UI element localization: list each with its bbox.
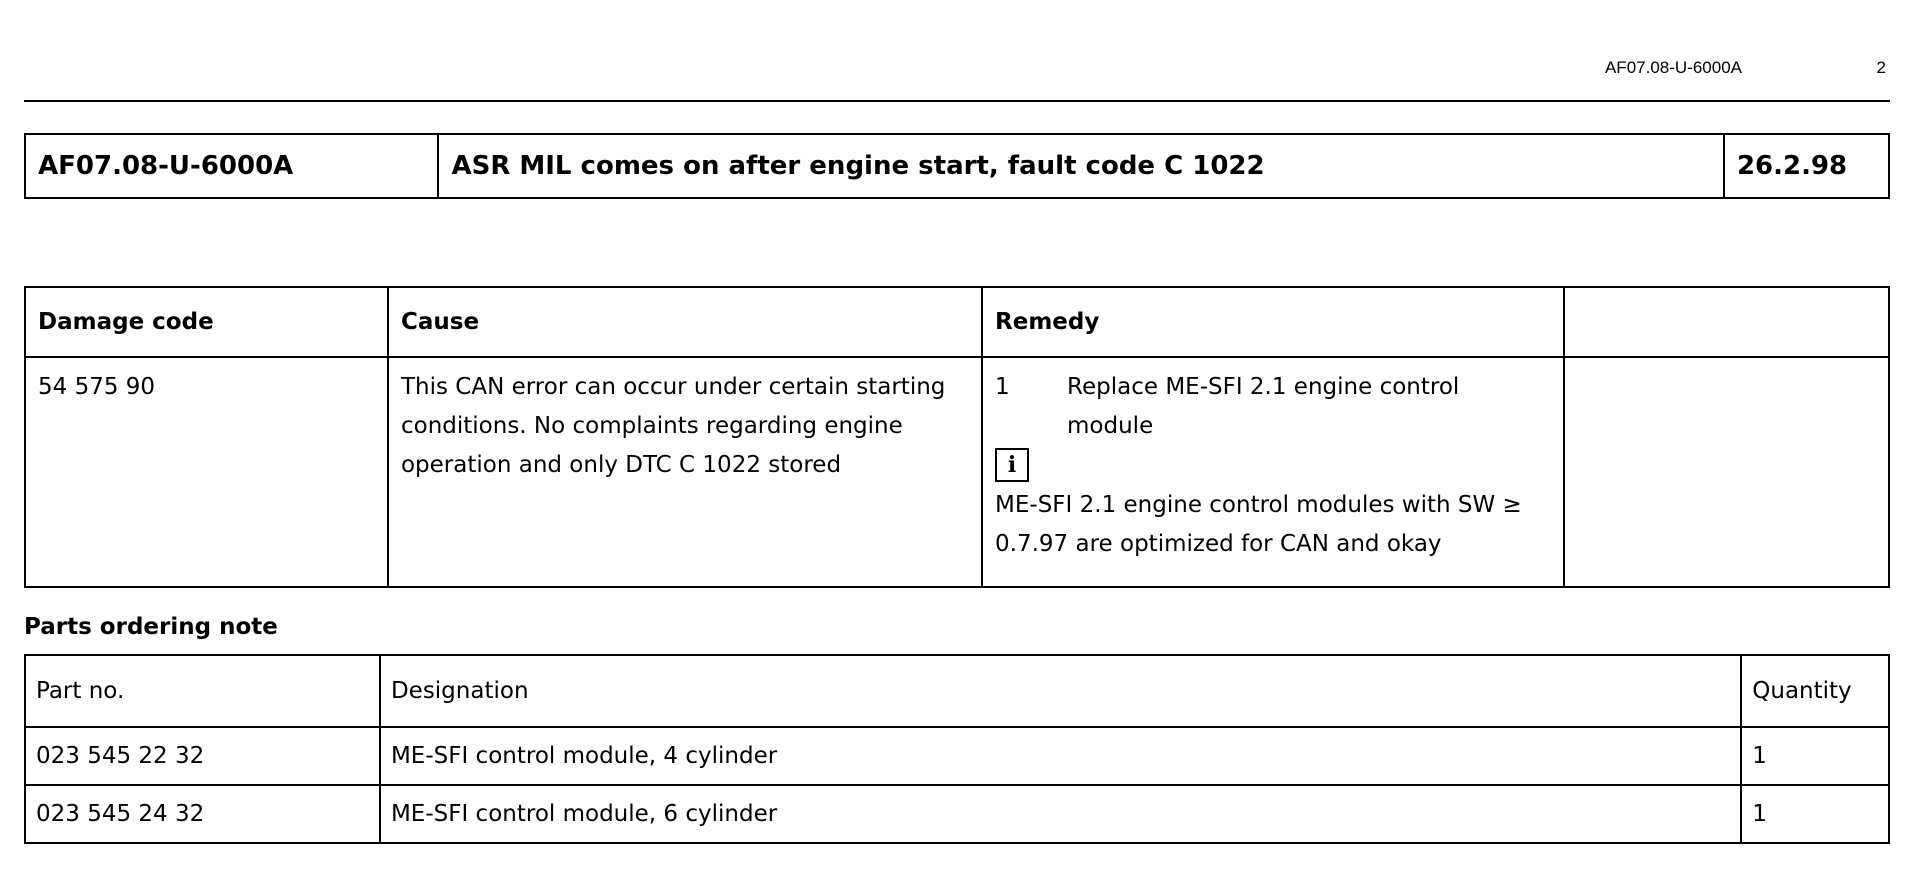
header-designation: Designation [380, 655, 1741, 727]
remedy-note: ME-SFI 2.1 engine control modules with SW ≥ 0.7.97 are optimized for CAN and okay [995, 492, 1522, 557]
table-row [25, 357, 1889, 587]
parts-section-title: Parts ordering note [24, 614, 278, 640]
part-no-cell: 023 545 22 32 [25, 727, 380, 785]
part-no-cell: 023 545 24 32 [25, 785, 380, 843]
document-code: AF07.08-U-6000A [25, 134, 438, 198]
quantity-cell: 1 [1741, 785, 1889, 843]
table-row [25, 785, 1889, 843]
remedy-step-number: 1 [995, 374, 1010, 400]
title-row [25, 134, 1889, 198]
quantity-cell: 1 [1741, 727, 1889, 785]
remedy-cell [982, 357, 1564, 587]
remedy-step-text: Replace ME-SFI 2.1 engine control module [1067, 374, 1460, 439]
parts-table-header-row [25, 655, 1889, 727]
damage-table [24, 286, 1890, 588]
header-damage-code: Damage code [25, 287, 388, 357]
info-icon: i [995, 448, 1029, 482]
table-row [25, 727, 1889, 785]
damage-code-cell: 54 575 90 [25, 357, 388, 587]
header-page-number: 2 [1876, 58, 1886, 77]
designation-cell: ME-SFI control module, 6 cylinder [380, 785, 1741, 843]
header-part-no: Part no. [25, 655, 380, 727]
header-extra [1564, 287, 1889, 357]
parts-table [24, 654, 1890, 844]
title-table [24, 133, 1890, 199]
extra-cell [1564, 357, 1889, 587]
document-date: 26.2.98 [1724, 134, 1889, 198]
damage-table-header-row [25, 287, 1889, 357]
header-remedy: Remedy [982, 287, 1564, 357]
designation-cell: ME-SFI control module, 4 cylinder [380, 727, 1741, 785]
remedy-step [995, 368, 1551, 446]
header-cause: Cause [388, 287, 982, 357]
header-quantity: Quantity [1741, 655, 1889, 727]
cause-cell: This CAN error can occur under certain starting conditions. No complaints regarding engine operation and only DTC C 1022 stored [388, 357, 982, 587]
document-title: ASR MIL comes on after engine start, fault code C 1022 [438, 134, 1723, 198]
header-doc-id: AF07.08-U-6000A [1604, 58, 1742, 77]
page-header [24, 52, 1890, 102]
